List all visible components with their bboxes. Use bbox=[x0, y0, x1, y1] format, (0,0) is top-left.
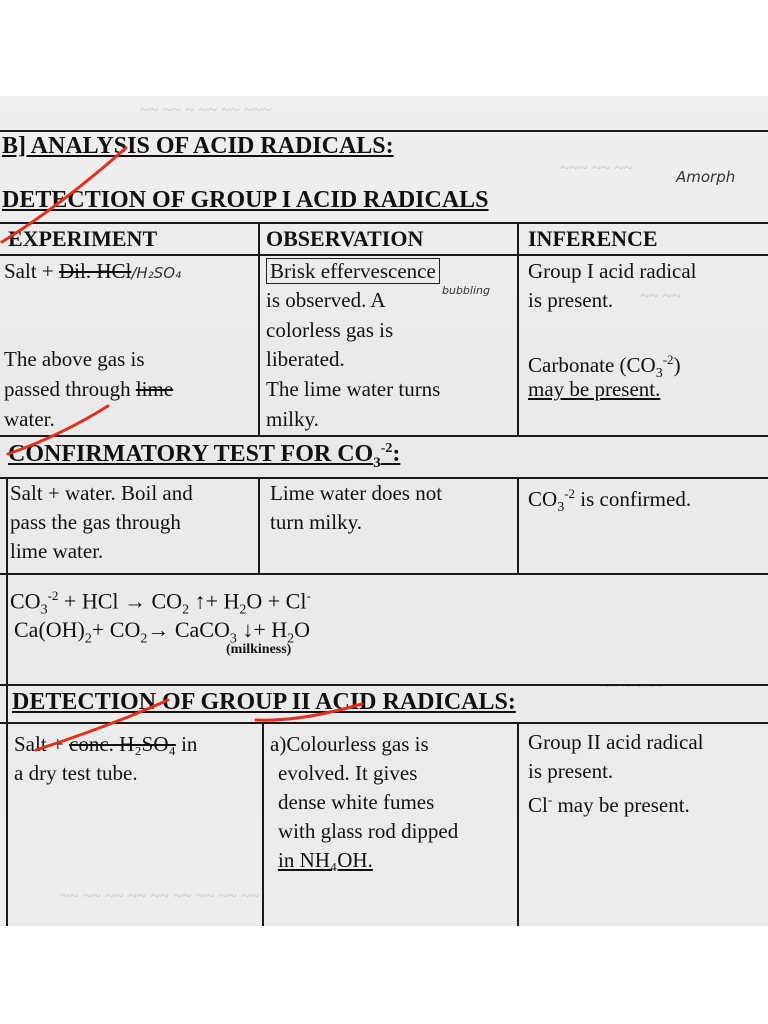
subscript: 3 bbox=[229, 631, 237, 647]
group1-observation-line6: milky. bbox=[266, 407, 319, 431]
text: O bbox=[294, 617, 311, 642]
text: → CaCO bbox=[147, 617, 230, 642]
red-pen-stroke bbox=[256, 704, 362, 720]
subscript: 3 bbox=[373, 454, 381, 471]
struck-reagent: Dil. HCl bbox=[59, 259, 132, 283]
header-observation: OBSERVATION bbox=[266, 226, 424, 251]
text: Carbonate (CO bbox=[528, 353, 656, 377]
group2-observation-line3: dense white fumes bbox=[278, 790, 435, 814]
margin-note: Amorph bbox=[676, 168, 736, 186]
subscript: 2 bbox=[140, 631, 148, 647]
equation-note: (milkiness) bbox=[226, 642, 292, 657]
text: passed through bbox=[4, 377, 136, 401]
subscript: 2 bbox=[239, 602, 247, 618]
subscript: 3 bbox=[557, 500, 565, 516]
handwritten-note: bubbling bbox=[442, 284, 490, 297]
confirm-experiment-line2: pass the gas through bbox=[10, 510, 181, 534]
group2-inference-line1: Group II acid radical bbox=[528, 730, 704, 754]
text: ) bbox=[673, 353, 681, 377]
superscript: -2 bbox=[662, 352, 674, 367]
group2-title: DETECTION OF GROUP II ACID RADICALS: bbox=[12, 689, 516, 715]
text: ↓+ H bbox=[236, 617, 288, 642]
header-experiment: EXPERIMENT bbox=[8, 226, 158, 251]
group1-observation-line4: liberated. bbox=[266, 347, 345, 371]
text: : bbox=[392, 441, 401, 467]
text: in bbox=[175, 732, 198, 756]
text: is confirmed. bbox=[575, 487, 692, 511]
confirm-observation-line1: Lime water does not bbox=[270, 481, 443, 505]
superscript: -2 bbox=[380, 441, 393, 456]
red-pen-stroke bbox=[8, 406, 108, 454]
text: CONFIRMATORY TEST FOR CO bbox=[8, 441, 374, 467]
text: O + Cl bbox=[246, 588, 307, 614]
confirm-observation-line2: turn milky. bbox=[270, 510, 362, 534]
red-pen-stroke bbox=[36, 700, 168, 750]
superscript: - bbox=[306, 588, 311, 603]
confirm-experiment-line1: Salt + water. Boil and bbox=[10, 481, 193, 505]
group1-observation-line5: The lime water turns bbox=[266, 377, 441, 401]
subscript: 2 bbox=[182, 602, 190, 618]
group2-experiment-line2: a dry test tube. bbox=[14, 761, 138, 785]
subscript: 2 bbox=[84, 631, 92, 647]
group1-observation-line2: is observed. A bbox=[266, 288, 386, 312]
group2-observation-line4: with glass rod dipped bbox=[278, 819, 459, 843]
group1-experiment-line2: The above gas is bbox=[4, 347, 145, 371]
text: CO bbox=[528, 487, 558, 511]
bleed-through-text: ~~ ~~ ~~ ~~ ~~ ~~ ~~ ~~ ~~ bbox=[60, 886, 260, 905]
group1-experiment-line4: water. bbox=[4, 407, 55, 431]
section-title: B] ANALYSIS OF ACID RADICALS: bbox=[2, 133, 394, 159]
photocopied-page bbox=[0, 96, 768, 926]
subscript: 3 bbox=[655, 366, 663, 382]
text: Cl bbox=[528, 793, 548, 817]
superscript: -2 bbox=[47, 588, 59, 603]
bleed-through-text: ~~ ~~ ~ ~~ ~~ ~~~ bbox=[140, 100, 272, 119]
boxed-observation: Brisk effervescence bbox=[266, 258, 440, 284]
group2-observation-line2: evolved. It gives bbox=[278, 761, 418, 785]
red-pen-marks bbox=[0, 96, 768, 926]
struck-text: lime bbox=[135, 377, 174, 401]
text: + CO bbox=[91, 617, 141, 642]
text: + HCl → CO bbox=[58, 588, 183, 614]
handwritten-note: /H₂SO₄ bbox=[131, 264, 182, 282]
bleed-through-text: ~~~ ~~ ~~ bbox=[560, 158, 633, 177]
group2-inference-line2: is present. bbox=[528, 759, 614, 783]
group1-observation-line3: colorless gas is bbox=[266, 318, 394, 342]
text: Salt + bbox=[4, 259, 60, 283]
group1-inference-line1: Group I acid radical bbox=[528, 259, 697, 283]
subscript: 2 bbox=[287, 631, 295, 647]
text: may be present. bbox=[552, 793, 690, 817]
bleed-through-text: ~~ ~~ bbox=[640, 286, 682, 305]
superscript: - bbox=[547, 792, 553, 807]
superscript: -2 bbox=[564, 486, 576, 501]
struck-reagent: conc. H₂SO₄ bbox=[69, 732, 176, 756]
text: Ca(OH) bbox=[14, 617, 85, 642]
text: ↑+ H bbox=[189, 588, 240, 614]
group1-inference-line2: is present. bbox=[528, 288, 614, 312]
subscript: 3 bbox=[40, 602, 48, 618]
confirm-experiment-line3: lime water. bbox=[10, 539, 104, 563]
group2-observation-line1: a)Colourless gas is bbox=[270, 732, 429, 756]
group2-observation-line5: in NH₄OH. bbox=[278, 848, 373, 872]
group1-title: DETECTION OF GROUP I ACID RADICALS bbox=[2, 187, 489, 213]
text: CO bbox=[10, 588, 41, 614]
red-pen-stroke bbox=[2, 148, 126, 242]
header-inference: INFERENCE bbox=[528, 226, 658, 251]
group1-inference-line4: may be present. bbox=[528, 377, 661, 401]
text: Salt + bbox=[14, 732, 70, 756]
